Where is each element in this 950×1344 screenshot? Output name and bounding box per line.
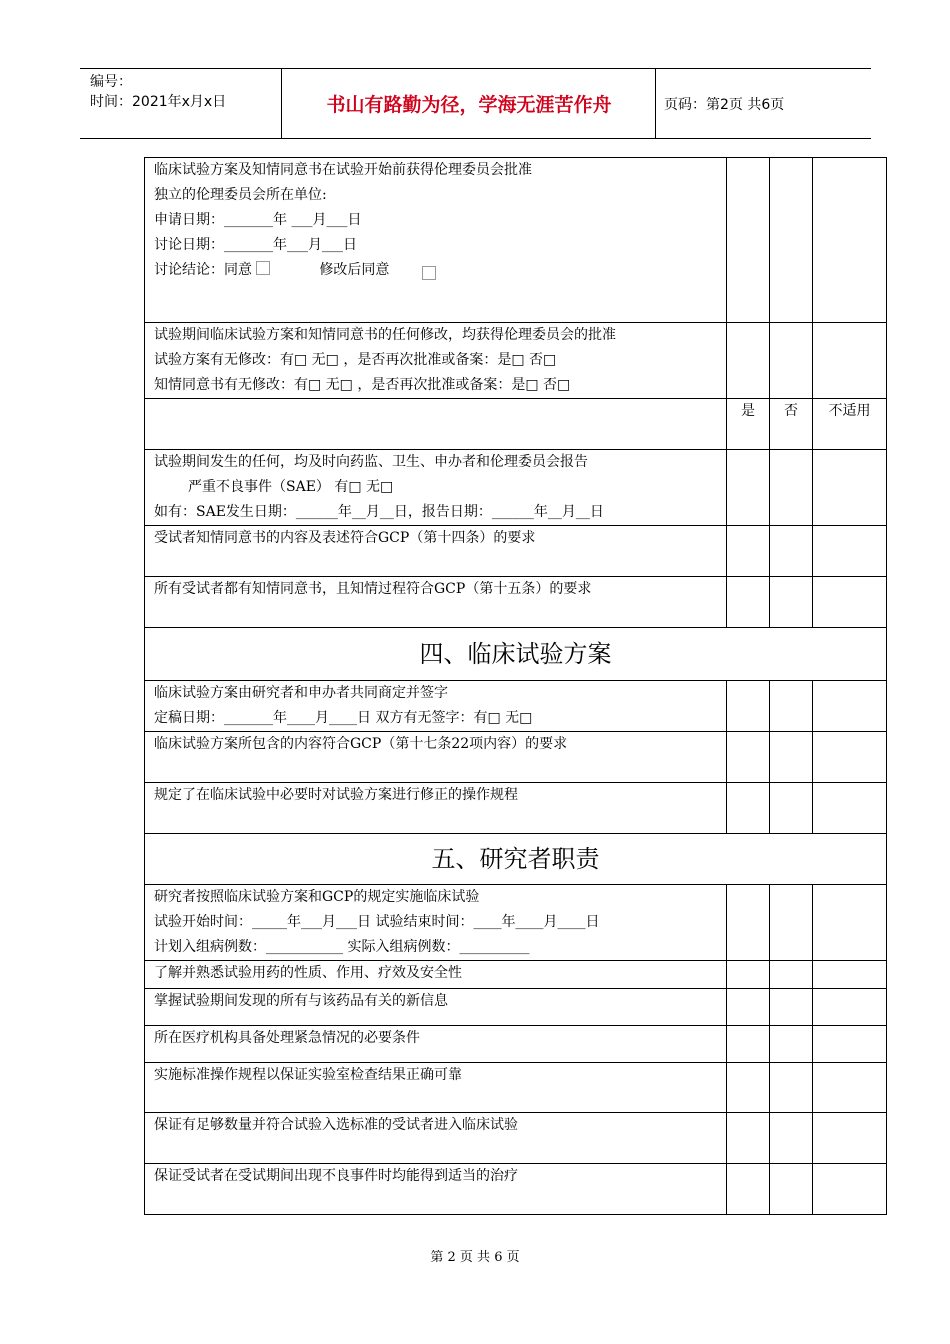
check-no[interactable]	[770, 1026, 813, 1063]
time-label: 时间：2021年x月x日	[90, 94, 227, 110]
check-yes[interactable]	[727, 450, 770, 526]
investigator-compliance-cell: 研究者按照临床试验方案和GCP的规定实施临床试验 试验开始时间：_____年___月___日 试验结束时间：____年____月____日 计划入组病例数：___________ 实际入组病例数：__________	[145, 885, 727, 961]
duty-cell: 保证有足够数量并符合试验入选标准的受试者进入临床试验	[145, 1113, 727, 1164]
table-row	[145, 526, 887, 577]
check-na[interactable]	[813, 961, 887, 989]
check-no[interactable]	[770, 681, 813, 732]
check-no[interactable]	[770, 1113, 813, 1164]
table-row	[145, 885, 887, 961]
ethics-approval-cell: 临床试验方案及知情同意书在试验开始前获得伦理委员会批准 独立的伦理委员会所在单位: 申请日期：_______年 ___月___日 讨论日期：_______年___月___日 讨论结论：同意 修改后同意	[145, 158, 727, 323]
col-label-na: 不适用	[813, 399, 887, 450]
column-label-row	[145, 399, 887, 450]
table-row	[145, 961, 887, 989]
check-na[interactable]	[813, 450, 887, 526]
check-na[interactable]	[813, 732, 887, 783]
check-no[interactable]	[770, 783, 813, 834]
check-yes[interactable]	[727, 989, 770, 1026]
check-na[interactable]	[813, 783, 887, 834]
check-no[interactable]	[770, 732, 813, 783]
protocol-content-cell: 临床试验方案所包含的内容符合GCP（第十七条22项内容）的要求	[145, 732, 727, 783]
check-yes[interactable]	[727, 961, 770, 989]
table-row	[145, 1026, 887, 1063]
table-row	[145, 1113, 887, 1164]
duty-cell: 所在医疗机构具备处理紧急情况的必要条件	[145, 1026, 727, 1063]
table-row	[145, 577, 887, 628]
header-motto: 书山有路勤为径，学海无涯苦作舟	[283, 69, 656, 138]
table-row	[145, 989, 887, 1026]
check-yes[interactable]	[727, 323, 770, 399]
table-row	[145, 323, 887, 399]
section-heading-row	[145, 628, 887, 681]
check-na[interactable]	[813, 1164, 887, 1215]
check-na[interactable]	[813, 989, 887, 1026]
check-yes[interactable]	[727, 526, 770, 577]
check-no[interactable]	[770, 577, 813, 628]
check-na[interactable]	[813, 1063, 887, 1113]
sae-report-cell: 试验期间发生的任何，均及时向药监、卫生、申办者和伦理委员会报告 严重不良事件（SAE） 有□ 无□ 如有：SAE发生日期：______年__月__日，报告日期：______年__月__日	[145, 450, 727, 526]
check-yes[interactable]	[727, 1063, 770, 1113]
check-yes[interactable]	[727, 681, 770, 732]
check-yes[interactable]	[727, 1026, 770, 1063]
page-header	[80, 68, 871, 139]
table-row	[145, 783, 887, 834]
check-yes[interactable]	[727, 1164, 770, 1215]
check-yes[interactable]	[727, 783, 770, 834]
check-na[interactable]	[813, 1113, 887, 1164]
check-no[interactable]	[770, 526, 813, 577]
check-yes[interactable]	[727, 577, 770, 628]
header-meta	[80, 69, 282, 138]
col-label-no: 否	[770, 399, 813, 450]
section-title: 四、临床试验方案	[145, 628, 887, 681]
table-row	[145, 1063, 887, 1113]
page-footer: 第 2 页 共 6 页	[430, 1250, 520, 1265]
duty-cell: 掌握试验期间发现的所有与该药品有关的新信息	[145, 989, 727, 1026]
check-na[interactable]	[813, 885, 887, 961]
col-label-yes: 是	[727, 399, 770, 450]
consent-all-cell: 所有受试者都有知情同意书，且知情过程符合GCP（第十五条）的要求	[145, 577, 727, 628]
check-na[interactable]	[813, 158, 887, 323]
check-yes[interactable]	[727, 732, 770, 783]
check-na[interactable]	[813, 323, 887, 399]
check-no[interactable]	[770, 989, 813, 1026]
modifications-cell: 试验期间临床试验方案和知情同意书的任何修改，均获得伦理委员会的批准 试验方案有无修改：有□ 无□ ，是否再次批准或备案：是□ 否□ 知情同意书有无修改：有□ 无□ ，是否再次批准或备案：是□ 否□	[145, 323, 727, 399]
check-na[interactable]	[813, 577, 887, 628]
checklist-table	[144, 157, 887, 1215]
check-yes[interactable]	[727, 885, 770, 961]
check-no[interactable]	[770, 885, 813, 961]
protocol-signed-cell: 临床试验方案由研究者和申办者共同商定并签字 定稿日期：_______年____月____日 双方有无签字：有□ 无□	[145, 681, 727, 732]
section-heading-row	[145, 834, 887, 885]
duty-cell: 保证受试者在受试期间出现不良事件时均能得到适当的治疗	[145, 1164, 727, 1215]
agree-checkbox[interactable]	[256, 261, 270, 275]
table-row	[145, 450, 887, 526]
duty-cell: 实施标准操作规程以保证实验室检查结果正确可靠	[145, 1063, 727, 1113]
check-no[interactable]	[770, 323, 813, 399]
table-row	[145, 158, 887, 323]
section-title: 五、研究者职责	[145, 834, 887, 885]
check-no[interactable]	[770, 1063, 813, 1113]
check-no[interactable]	[770, 1164, 813, 1215]
check-no[interactable]	[770, 158, 813, 323]
check-na[interactable]	[813, 681, 887, 732]
check-na[interactable]	[813, 1026, 887, 1063]
table-row	[145, 1164, 887, 1215]
agree-after-revision-checkbox[interactable]	[422, 266, 436, 280]
protocol-revision-cell: 规定了在临床试验中必要时对试验方案进行修正的操作规程	[145, 783, 727, 834]
duty-cell: 了解并熟悉试验用药的性质、作用、疗效及安全性	[145, 961, 727, 989]
check-yes[interactable]	[727, 1113, 770, 1164]
consent-content-cell: 受试者知情同意书的内容及表述符合GCP（第十四条）的要求	[145, 526, 727, 577]
number-label: 编号：	[90, 74, 132, 90]
header-page-info: 页码：第2页 共6页	[664, 96, 785, 113]
check-na[interactable]	[813, 526, 887, 577]
check-no[interactable]	[770, 961, 813, 989]
table-row	[145, 732, 887, 783]
table-row	[145, 681, 887, 732]
check-yes[interactable]	[727, 158, 770, 323]
check-no[interactable]	[770, 450, 813, 526]
